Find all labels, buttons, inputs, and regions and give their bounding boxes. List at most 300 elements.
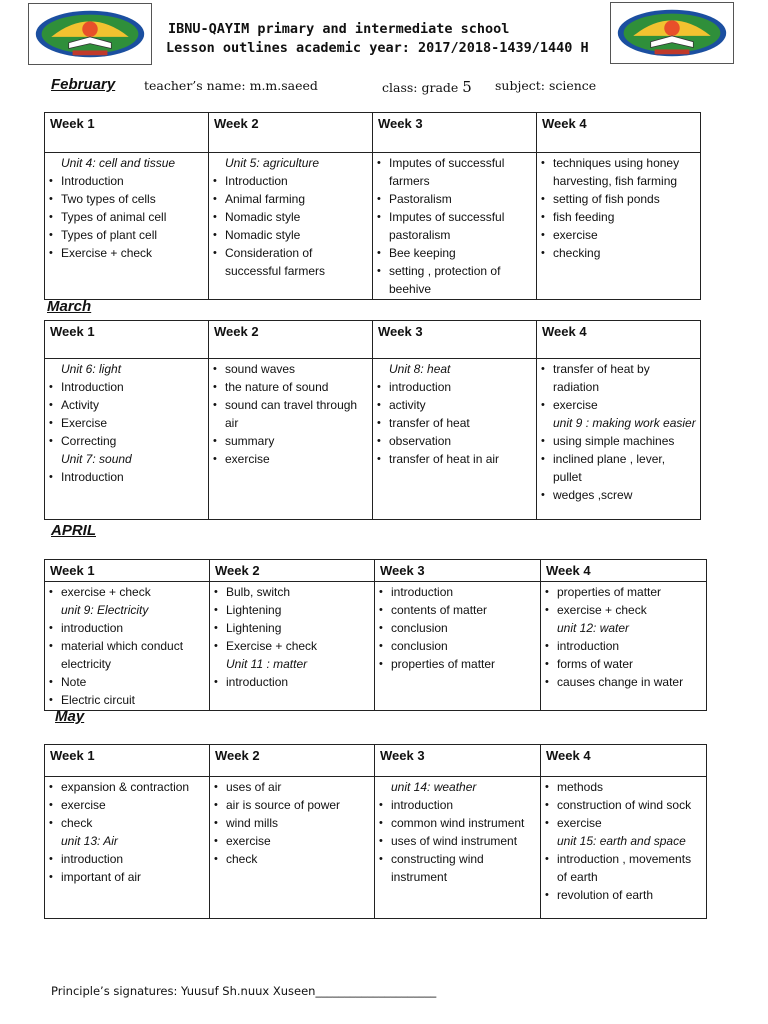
item-text: exercise + check (61, 585, 151, 599)
item-text: transfer of heat in air (389, 452, 500, 466)
bullet-icon: • (214, 799, 218, 811)
week-header-2: Week 2 (210, 745, 375, 777)
item-text: exercise (226, 834, 271, 848)
bullet-icon: • (541, 435, 545, 447)
week-header-3: Week 3 (375, 560, 541, 582)
item-text: Lightening (226, 603, 282, 617)
bullet-icon: • (214, 676, 218, 688)
school-name: IBNU-QAYIM primary and intermediate school (168, 21, 510, 37)
lesson-item (377, 190, 532, 208)
lesson-item (545, 886, 702, 904)
bullet-icon: • (49, 799, 53, 811)
item-text: air is source of power (226, 798, 341, 812)
week-header-2: Week 2 (210, 560, 375, 582)
bullet-icon: • (541, 229, 545, 241)
lesson-item (377, 262, 532, 298)
lesson-item (213, 190, 368, 208)
lesson-item (49, 619, 205, 637)
week-header-4: Week 4 (537, 321, 701, 359)
lesson-item (49, 850, 205, 868)
bullet-icon: • (49, 871, 53, 883)
item-text: Unit 8: heat (389, 362, 451, 376)
item-text: material which conduct electricity (61, 639, 184, 671)
item-text: contents of matter (391, 603, 488, 617)
bullet-icon: • (545, 853, 549, 865)
bullet-icon: • (214, 640, 218, 652)
month-april: APRIL (51, 522, 96, 539)
item-text: introduction (391, 798, 454, 812)
bullet-icon: • (213, 211, 217, 223)
lesson-outline-title: Lesson outlines academic year: 2017/2018-1439/1440 H (166, 40, 589, 56)
lesson-item (541, 154, 696, 190)
bullet-icon: • (379, 622, 383, 634)
item-text: exercise (225, 452, 270, 466)
bullet-icon: • (49, 399, 53, 411)
bullet-icon: • (541, 193, 545, 205)
bullet-icon: • (49, 694, 53, 706)
item-text: Introduction (61, 174, 124, 188)
bullet-icon: • (377, 399, 381, 411)
unit-title (49, 450, 204, 468)
bullet-icon: • (49, 817, 53, 829)
bullet-icon: • (377, 453, 381, 465)
week-header-1: Week 1 (45, 321, 209, 359)
lesson-item (49, 868, 205, 886)
bullet-icon: • (213, 229, 217, 241)
bullet-icon: • (379, 817, 383, 829)
lesson-item (541, 190, 696, 208)
lesson-item (377, 208, 532, 244)
bullet-icon: • (377, 265, 381, 277)
item-text: Unit 7: sound (61, 452, 132, 466)
lesson-item (545, 778, 702, 796)
lesson-item (49, 378, 204, 396)
may-table (44, 744, 707, 919)
unit-title (379, 778, 536, 796)
lesson-item (214, 619, 370, 637)
week-3-cell (375, 777, 541, 919)
item-text: Unit 11 : matter (226, 657, 308, 671)
lesson-item (49, 778, 205, 796)
subject-info: subject: science (495, 78, 597, 93)
lesson-item (377, 378, 532, 396)
item-text: fish feeding (553, 210, 615, 224)
week-header-3: Week 3 (373, 321, 537, 359)
item-text: activity (389, 398, 426, 412)
item-text: Exercise (61, 416, 108, 430)
bullet-icon: • (213, 363, 217, 375)
item-text: Unit 5: agriculture (225, 156, 320, 170)
item-text: introduction (391, 585, 454, 599)
week-2-cell (209, 153, 373, 300)
item-text: unit 13: Air (61, 834, 118, 848)
lesson-item (541, 396, 696, 414)
content-row (45, 153, 701, 300)
lesson-item (377, 414, 532, 432)
bullet-icon: • (214, 622, 218, 634)
unit-title (545, 832, 702, 850)
lesson-item (213, 208, 368, 226)
item-text: Lightening (226, 621, 282, 635)
class-label: class: grade (382, 80, 459, 95)
lesson-item (49, 208, 204, 226)
bullet-icon: • (214, 781, 218, 793)
lesson-item (214, 814, 370, 832)
bullet-icon: • (49, 853, 53, 865)
lesson-item (49, 244, 204, 262)
lesson-item (541, 244, 696, 262)
lesson-item (49, 468, 204, 486)
item-text: using simple machines (553, 434, 675, 448)
unit-title (545, 619, 702, 637)
bullet-icon: • (49, 640, 53, 652)
lesson-item (213, 226, 368, 244)
item-text: Two types of cells (61, 192, 156, 206)
item-text: unit 9: Electricity (61, 603, 149, 617)
item-text: Activity (61, 398, 100, 412)
lesson-item (213, 244, 368, 280)
bullet-icon: • (379, 640, 383, 652)
lesson-item (214, 796, 370, 814)
week-4-cell (541, 777, 707, 919)
lesson-item (541, 486, 696, 504)
bullet-icon: • (545, 799, 549, 811)
bullet-icon: • (545, 781, 549, 793)
lesson-item (49, 814, 205, 832)
item-text: Consideration of successful farmers (225, 246, 326, 278)
item-text: observation (389, 434, 452, 448)
bullet-icon: • (379, 658, 383, 670)
week-4-cell (537, 153, 701, 300)
item-text: Animal farming (225, 192, 306, 206)
teacher-name: teacher’s name: m.m.saeed (144, 78, 318, 93)
bullet-icon: • (214, 835, 218, 847)
item-text: Pastoralism (389, 192, 452, 206)
unit-title (49, 832, 205, 850)
lesson-item (49, 796, 205, 814)
lesson-item (541, 226, 696, 244)
week-4-cell (537, 359, 701, 520)
lesson-item (213, 432, 368, 450)
lesson-item (49, 583, 205, 601)
lesson-item (49, 432, 204, 450)
week-3-cell (375, 582, 541, 711)
school-emblem-icon (611, 3, 733, 63)
week-header-4: Week 4 (541, 560, 707, 582)
school-logo-left (28, 3, 152, 65)
lesson-item (379, 637, 536, 655)
bullet-icon: • (49, 211, 53, 223)
bullet-icon: • (379, 586, 383, 598)
lesson-item (379, 814, 536, 832)
item-text: check (226, 852, 258, 866)
bullet-icon: • (541, 157, 545, 169)
item-text: setting of fish ponds (553, 192, 660, 206)
item-text: introduction (557, 639, 620, 653)
bullet-icon: • (214, 586, 218, 598)
lesson-item (545, 850, 702, 886)
bullet-icon: • (213, 435, 217, 447)
week-header-4: Week 4 (537, 113, 701, 153)
item-text: Nomadic style (225, 228, 301, 242)
bullet-icon: • (377, 157, 381, 169)
lesson-item (379, 619, 536, 637)
item-text: conclusion (391, 621, 448, 635)
item-text: Imputes of successful farmers (389, 156, 505, 188)
item-text: unit 12: water (557, 621, 630, 635)
lesson-item (379, 583, 536, 601)
lesson-item (49, 414, 204, 432)
week-header-1: Week 1 (45, 745, 210, 777)
february-table (44, 112, 701, 300)
week-header-3: Week 3 (373, 113, 537, 153)
header-row (45, 113, 701, 153)
item-text: wind mills (226, 816, 279, 830)
item-text: transfer of heat by radiation (553, 362, 650, 394)
item-text: properties of matter (391, 657, 496, 671)
bullet-icon: • (541, 399, 545, 411)
item-text: methods (557, 780, 604, 794)
bullet-icon: • (49, 381, 53, 393)
bullet-icon: • (379, 604, 383, 616)
item-text: uses of wind instrument (391, 834, 518, 848)
item-text: wedges ,screw (553, 488, 633, 502)
bullet-icon: • (545, 676, 549, 688)
lesson-item (214, 673, 370, 691)
week-1-cell (45, 582, 210, 711)
item-text: checking (553, 246, 601, 260)
item-text: Introduction (225, 174, 288, 188)
lesson-item (49, 396, 204, 414)
item-text: setting , protection of beehive (389, 264, 501, 296)
item-text: Types of plant cell (61, 228, 158, 242)
lesson-item (213, 396, 368, 432)
lesson-item (545, 655, 702, 673)
bullet-icon: • (49, 676, 53, 688)
lesson-item (545, 583, 702, 601)
item-text: Bulb, switch (226, 585, 291, 599)
class-info (382, 78, 472, 96)
bullet-icon: • (49, 471, 53, 483)
bullet-icon: • (213, 399, 217, 411)
unit-title (377, 360, 532, 378)
item-text: expansion & contraction (61, 780, 190, 794)
item-text: important of air (61, 870, 142, 884)
item-text: Types of animal cell (61, 210, 167, 224)
item-text: exercise (553, 228, 598, 242)
lesson-item (377, 154, 532, 190)
bullet-icon: • (541, 211, 545, 223)
lesson-item (545, 814, 702, 832)
april-table (44, 559, 707, 711)
item-text: conclusion (391, 639, 448, 653)
bullet-icon: • (49, 586, 53, 598)
item-text: Electric circuit (61, 693, 136, 707)
lesson-item (213, 360, 368, 378)
item-text: introduction , movements of earth (557, 852, 692, 884)
bullet-icon: • (213, 193, 217, 205)
lesson-item (377, 396, 532, 414)
bullet-icon: • (49, 622, 53, 634)
lesson-item (214, 601, 370, 619)
lesson-item (214, 832, 370, 850)
item-text: Exercise + check (61, 246, 153, 260)
item-text: properties of matter (557, 585, 662, 599)
item-text: sound waves (225, 362, 296, 376)
lesson-item (213, 378, 368, 396)
week-1-cell (45, 153, 209, 300)
bullet-icon: • (213, 381, 217, 393)
header-row (45, 560, 707, 582)
lesson-item (214, 778, 370, 796)
item-text: Bee keeping (389, 246, 456, 260)
lesson-item (377, 432, 532, 450)
week-header-3: Week 3 (375, 745, 541, 777)
bullet-icon: • (49, 435, 53, 447)
item-text: causes change in water (557, 675, 684, 689)
lesson-item (213, 450, 368, 468)
item-text: uses of air (226, 780, 282, 794)
unit-title (49, 360, 204, 378)
bullet-icon: • (545, 586, 549, 598)
lesson-item (49, 673, 205, 691)
bullet-icon: • (545, 658, 549, 670)
bullet-icon: • (214, 604, 218, 616)
bullet-icon: • (379, 853, 383, 865)
lesson-item (545, 796, 702, 814)
bullet-icon: • (49, 417, 53, 429)
unit-title (213, 154, 368, 172)
bullet-icon: • (379, 835, 383, 847)
week-2-cell (210, 582, 375, 711)
bullet-icon: • (49, 193, 53, 205)
bullet-icon: • (214, 817, 218, 829)
item-text: unit 14: weather (391, 780, 477, 794)
lesson-item (377, 450, 532, 468)
week-4-cell (541, 582, 707, 711)
bullet-icon: • (49, 175, 53, 187)
week-3-cell (373, 153, 537, 300)
bullet-icon: • (377, 247, 381, 259)
lesson-item (213, 172, 368, 190)
item-text: the nature of sound (225, 380, 329, 394)
item-text: unit 9 : making work easier (553, 416, 696, 430)
lesson-item (545, 601, 702, 619)
bullet-icon: • (213, 453, 217, 465)
bullet-icon: • (377, 435, 381, 447)
bullet-icon: • (545, 640, 549, 652)
lesson-item (379, 655, 536, 673)
bullet-icon: • (545, 817, 549, 829)
content-row (45, 359, 701, 520)
bullet-icon: • (541, 363, 545, 375)
lesson-item (541, 450, 696, 486)
lesson-item (379, 796, 536, 814)
unit-title (214, 655, 370, 673)
bullet-icon: • (379, 799, 383, 811)
lesson-item (545, 637, 702, 655)
bullet-icon: • (213, 175, 217, 187)
school-logo-right (610, 2, 734, 64)
item-text: summary (225, 434, 275, 448)
item-text: forms of water (557, 657, 634, 671)
week-header-1: Week 1 (45, 560, 210, 582)
item-text: techniques using honey harvesting, fish farming (553, 156, 680, 188)
bullet-icon: • (545, 604, 549, 616)
unit-title (541, 414, 696, 432)
info-row (0, 76, 768, 96)
item-text: check (61, 816, 93, 830)
lesson-item (49, 226, 204, 244)
item-text: sound can travel through air (225, 398, 358, 430)
month-may: May (55, 708, 85, 725)
item-text: Introduction (61, 470, 124, 484)
header-row (45, 321, 701, 359)
item-text: transfer of heat (389, 416, 470, 430)
content-row (45, 582, 707, 711)
principal-signature: Principle’s signatures: Yuusuf Sh.nuux Xuseen_____________________ (51, 984, 437, 998)
item-text: Correcting (61, 434, 117, 448)
item-text: introduction (61, 621, 124, 635)
bullet-icon: • (49, 781, 53, 793)
lesson-item (541, 208, 696, 226)
week-3-cell (373, 359, 537, 520)
lesson-item (379, 850, 536, 886)
bullet-icon: • (49, 229, 53, 241)
content-row (45, 777, 707, 919)
lesson-item (214, 637, 370, 655)
item-text: Exercise + check (226, 639, 318, 653)
item-text: introduction (61, 852, 124, 866)
item-text: constructing wind instrument (391, 852, 484, 884)
week-1-cell (45, 777, 210, 919)
class-value: 5 (462, 78, 472, 96)
bullet-icon: • (377, 211, 381, 223)
lesson-item (49, 190, 204, 208)
school-emblem-icon (29, 4, 151, 64)
week-2-cell (209, 359, 373, 520)
unit-title (49, 601, 205, 619)
bullet-icon: • (545, 889, 549, 901)
lesson-item (49, 691, 205, 709)
week-header-2: Week 2 (209, 321, 373, 359)
item-text: exercise (557, 816, 602, 830)
item-text: construction of wind sock (557, 798, 692, 812)
bullet-icon: • (213, 247, 217, 259)
item-text: exercise (553, 398, 598, 412)
week-2-cell (210, 777, 375, 919)
week-header-2: Week 2 (209, 113, 373, 153)
lesson-item (379, 832, 536, 850)
lesson-item (214, 850, 370, 868)
lesson-item (377, 244, 532, 262)
lesson-item (49, 172, 204, 190)
lesson-item (214, 583, 370, 601)
bullet-icon: • (377, 193, 381, 205)
bullet-icon: • (541, 489, 545, 501)
week-1-cell (45, 359, 209, 520)
bullet-icon: • (49, 247, 53, 259)
month-february: February (51, 76, 116, 93)
item-text: Nomadic style (225, 210, 301, 224)
item-text: Imputes of successful pastoralism (389, 210, 505, 242)
lesson-item (541, 360, 696, 396)
unit-title (49, 154, 204, 172)
bullet-icon: • (541, 247, 545, 259)
bullet-icon: • (377, 417, 381, 429)
item-text: Note (61, 675, 87, 689)
header-row (45, 745, 707, 777)
